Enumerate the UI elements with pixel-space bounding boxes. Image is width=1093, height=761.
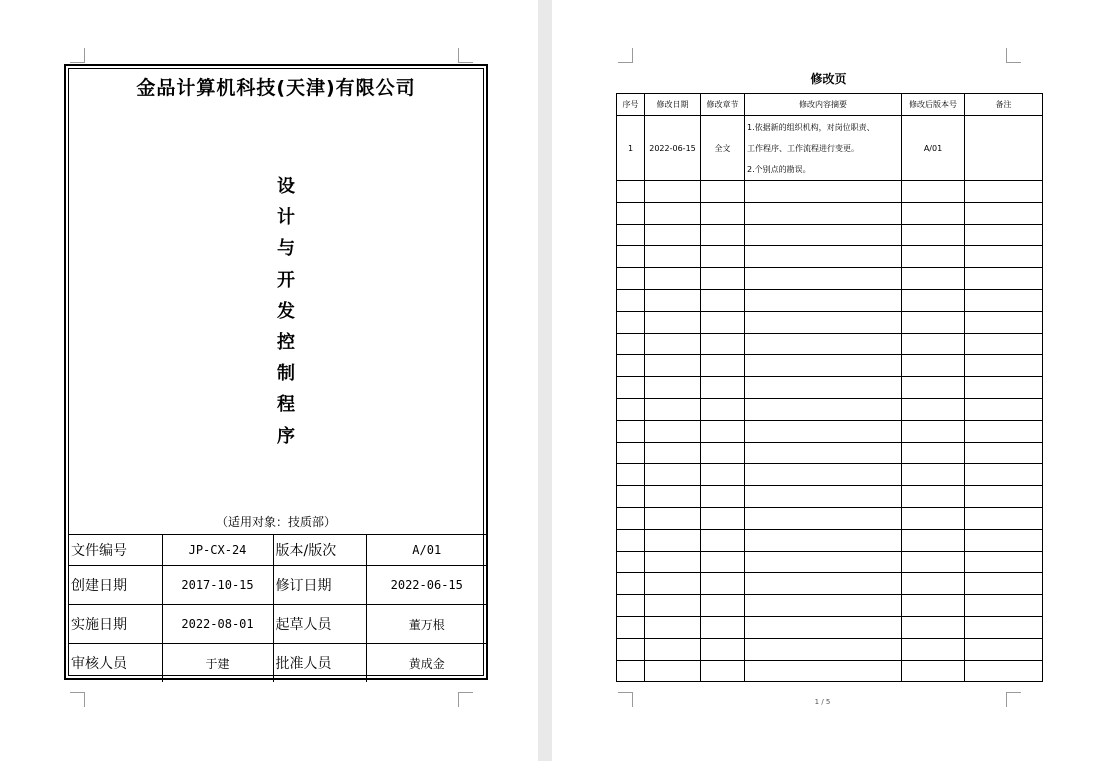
empty-cell xyxy=(965,420,1043,442)
table-row xyxy=(617,116,1043,181)
empty-cell xyxy=(701,246,745,268)
empty-cell xyxy=(745,333,902,355)
empty-cell xyxy=(745,398,902,420)
empty-cell xyxy=(965,551,1043,573)
empty-cell xyxy=(645,377,701,399)
empty-cell xyxy=(645,573,701,595)
title-char: 设 xyxy=(277,176,295,197)
empty-cell xyxy=(902,333,965,355)
empty-cell xyxy=(902,595,965,617)
empty-cell xyxy=(745,377,902,399)
empty-cell xyxy=(701,551,745,573)
table-row xyxy=(617,529,1043,551)
empty-cell xyxy=(701,464,745,486)
empty-cell xyxy=(965,246,1043,268)
empty-cell xyxy=(902,181,965,203)
empty-cell xyxy=(965,442,1043,464)
table-row xyxy=(617,507,1043,529)
info-label: 文件编号 xyxy=(69,535,162,566)
empty-cell xyxy=(745,224,902,246)
empty-cell xyxy=(701,442,745,464)
empty-cell xyxy=(701,377,745,399)
empty-cell xyxy=(617,573,645,595)
empty-cell xyxy=(902,398,965,420)
empty-cell xyxy=(965,224,1043,246)
empty-cell xyxy=(745,442,902,464)
empty-cell xyxy=(645,311,701,333)
document-title xyxy=(270,171,302,452)
info-value: 2017-10-15 xyxy=(162,566,273,605)
empty-cell xyxy=(902,486,965,508)
empty-cell xyxy=(902,268,965,290)
cell-no: 1 xyxy=(617,116,645,181)
empty-cell xyxy=(617,398,645,420)
empty-cell xyxy=(617,442,645,464)
empty-cell xyxy=(645,246,701,268)
company-name: 金品计算机科技(天津)有限公司 xyxy=(136,77,416,99)
table-row xyxy=(617,616,1043,638)
empty-cell xyxy=(701,595,745,617)
empty-cell xyxy=(965,507,1043,529)
summary-line: 1.依据新的组织机构，对岗位职责、 xyxy=(747,122,875,132)
info-label: 起草人员 xyxy=(273,605,366,644)
scope-note: （适用对象：技质部） xyxy=(215,515,336,529)
empty-cell xyxy=(965,377,1043,399)
table-row xyxy=(617,442,1043,464)
summary-line: 2.个别点的勘误。 xyxy=(747,164,811,174)
empty-cell xyxy=(965,464,1043,486)
empty-cell xyxy=(902,311,965,333)
table-row xyxy=(617,595,1043,617)
empty-cell xyxy=(745,616,902,638)
empty-cell xyxy=(745,420,902,442)
empty-cell xyxy=(617,268,645,290)
empty-cell xyxy=(902,638,965,660)
empty-cell xyxy=(701,355,745,377)
empty-cell xyxy=(745,246,902,268)
empty-cell xyxy=(701,289,745,311)
cell-remark xyxy=(965,116,1043,181)
empty-cell xyxy=(701,333,745,355)
empty-cell xyxy=(645,268,701,290)
info-value: 2022-06-15 xyxy=(366,566,487,605)
empty-cell xyxy=(645,616,701,638)
empty-cell xyxy=(645,442,701,464)
empty-cell xyxy=(745,202,902,224)
empty-cell xyxy=(745,355,902,377)
revision-page xyxy=(552,0,1093,761)
empty-cell xyxy=(745,507,902,529)
empty-cell xyxy=(701,507,745,529)
empty-cell xyxy=(965,289,1043,311)
info-label: 实施日期 xyxy=(69,605,162,644)
table-row xyxy=(617,289,1043,311)
revision-table-header xyxy=(617,94,1043,116)
empty-cell xyxy=(701,420,745,442)
table-row xyxy=(617,224,1043,246)
empty-cell xyxy=(701,202,745,224)
empty-cell xyxy=(902,616,965,638)
empty-cell xyxy=(902,529,965,551)
empty-cell xyxy=(617,420,645,442)
table-row xyxy=(617,268,1043,290)
empty-cell xyxy=(645,289,701,311)
empty-cell xyxy=(617,529,645,551)
crop-mark xyxy=(618,48,633,63)
empty-cell xyxy=(745,638,902,660)
table-row xyxy=(617,202,1043,224)
empty-cell xyxy=(745,551,902,573)
empty-cell xyxy=(617,377,645,399)
column-header: 修改后版本号 xyxy=(902,94,965,116)
empty-cell xyxy=(701,638,745,660)
empty-cell xyxy=(965,595,1043,617)
summary-line: 工作程序、工作流程进行变更。 xyxy=(747,143,859,153)
empty-cell xyxy=(617,507,645,529)
table-row xyxy=(617,398,1043,420)
revision-table xyxy=(616,93,1043,682)
empty-cell xyxy=(965,311,1043,333)
empty-cell xyxy=(617,181,645,203)
empty-cell xyxy=(645,202,701,224)
empty-cell xyxy=(902,355,965,377)
empty-cell xyxy=(745,268,902,290)
info-label: 版本/版次 xyxy=(273,535,366,566)
empty-cell xyxy=(701,268,745,290)
empty-cell xyxy=(965,398,1043,420)
info-row xyxy=(69,605,487,644)
empty-cell xyxy=(965,181,1043,203)
empty-cell xyxy=(701,660,745,682)
empty-cell xyxy=(617,246,645,268)
empty-cell xyxy=(902,551,965,573)
table-row xyxy=(617,181,1043,203)
empty-cell xyxy=(617,616,645,638)
crop-mark xyxy=(458,692,473,707)
empty-cell xyxy=(645,507,701,529)
empty-cell xyxy=(701,529,745,551)
empty-cell xyxy=(645,595,701,617)
empty-cell xyxy=(701,486,745,508)
empty-cell xyxy=(617,224,645,246)
table-row xyxy=(617,464,1043,486)
column-header: 序号 xyxy=(617,94,645,116)
empty-cell xyxy=(701,398,745,420)
empty-cell xyxy=(617,486,645,508)
table-row xyxy=(617,246,1043,268)
empty-cell xyxy=(645,529,701,551)
info-label: 创建日期 xyxy=(69,566,162,605)
empty-cell xyxy=(645,224,701,246)
info-value: A/01 xyxy=(366,535,487,566)
revision-page-title: 修改页 xyxy=(810,72,847,86)
empty-cell xyxy=(965,616,1043,638)
empty-cell xyxy=(617,202,645,224)
empty-cell xyxy=(965,486,1043,508)
empty-cell xyxy=(902,202,965,224)
empty-cell xyxy=(617,638,645,660)
table-row xyxy=(617,486,1043,508)
empty-cell xyxy=(617,311,645,333)
crop-mark xyxy=(1006,48,1021,63)
empty-cell xyxy=(645,181,701,203)
empty-cell xyxy=(745,181,902,203)
empty-cell xyxy=(902,377,965,399)
title-char: 发 xyxy=(277,300,295,322)
empty-cell xyxy=(965,355,1043,377)
info-value: 黄成金 xyxy=(366,644,487,683)
empty-cell xyxy=(902,442,965,464)
empty-cell xyxy=(965,333,1043,355)
table-row xyxy=(617,573,1043,595)
empty-cell xyxy=(902,289,965,311)
cell-version: A/01 xyxy=(902,116,965,181)
cover-page xyxy=(0,0,538,761)
crop-mark xyxy=(70,692,85,707)
title-char: 序 xyxy=(277,425,295,447)
empty-cell xyxy=(645,464,701,486)
empty-cell xyxy=(617,660,645,682)
table-row xyxy=(617,551,1043,573)
empty-cell xyxy=(965,573,1043,595)
empty-cell xyxy=(617,355,645,377)
empty-cell xyxy=(745,311,902,333)
empty-cell xyxy=(902,464,965,486)
empty-cell xyxy=(701,224,745,246)
empty-cell xyxy=(701,181,745,203)
empty-cell xyxy=(701,616,745,638)
info-value: 于建 xyxy=(162,644,273,683)
empty-cell xyxy=(965,638,1043,660)
info-value: 2022-08-01 xyxy=(162,605,273,644)
title-char: 程 xyxy=(277,394,295,416)
empty-cell xyxy=(745,486,902,508)
document-info-table xyxy=(69,534,487,682)
empty-cell xyxy=(902,660,965,682)
cell-date: 2022-06-15 xyxy=(645,116,701,181)
title-char: 控 xyxy=(277,331,295,353)
info-label: 修订日期 xyxy=(273,566,366,605)
table-row xyxy=(617,333,1043,355)
info-row xyxy=(69,644,487,683)
title-char: 计 xyxy=(277,207,295,229)
empty-cell xyxy=(617,551,645,573)
column-header: 修改内容摘要 xyxy=(745,94,902,116)
table-row xyxy=(617,355,1043,377)
table-row xyxy=(617,311,1043,333)
empty-cell xyxy=(902,573,965,595)
info-label: 批准人员 xyxy=(273,644,366,683)
empty-cell xyxy=(645,486,701,508)
table-row xyxy=(617,377,1043,399)
empty-cell xyxy=(617,333,645,355)
empty-cell xyxy=(645,420,701,442)
empty-cell xyxy=(701,311,745,333)
info-row xyxy=(69,566,487,605)
column-header: 备注 xyxy=(965,94,1043,116)
empty-cell xyxy=(701,573,745,595)
table-row xyxy=(617,420,1043,442)
empty-cell xyxy=(745,595,902,617)
empty-cell xyxy=(902,507,965,529)
table-row xyxy=(617,638,1043,660)
cell-section: 全文 xyxy=(701,116,745,181)
empty-cell xyxy=(645,355,701,377)
title-char: 制 xyxy=(277,363,295,385)
empty-cell xyxy=(745,289,902,311)
empty-cell xyxy=(617,289,645,311)
crop-mark xyxy=(458,48,473,63)
info-label: 审核人员 xyxy=(69,644,162,683)
empty-cell xyxy=(902,246,965,268)
empty-cell xyxy=(645,551,701,573)
info-row xyxy=(69,535,487,566)
empty-cell xyxy=(617,595,645,617)
empty-cell xyxy=(745,464,902,486)
empty-cell xyxy=(617,464,645,486)
column-header: 修改章节 xyxy=(701,94,745,116)
empty-cell xyxy=(902,224,965,246)
info-value: 董万根 xyxy=(366,605,487,644)
empty-cell xyxy=(645,333,701,355)
empty-cell xyxy=(965,529,1043,551)
page-number: 1 / 5 xyxy=(814,698,831,706)
empty-cell xyxy=(965,660,1043,682)
cover-frame xyxy=(64,64,488,680)
empty-cell xyxy=(645,660,701,682)
column-header: 修改日期 xyxy=(645,94,701,116)
empty-cell xyxy=(645,638,701,660)
empty-cell xyxy=(745,660,902,682)
empty-cell xyxy=(745,573,902,595)
empty-cell xyxy=(745,529,902,551)
empty-cell xyxy=(645,398,701,420)
empty-cell xyxy=(965,268,1043,290)
title-char: 开 xyxy=(277,269,295,291)
info-value: JP-CX-24 xyxy=(162,535,273,566)
crop-mark xyxy=(70,48,85,63)
cell-summary xyxy=(745,116,902,181)
empty-cell xyxy=(902,420,965,442)
table-row xyxy=(617,660,1043,682)
empty-cell xyxy=(965,202,1043,224)
title-char: 与 xyxy=(277,238,295,260)
